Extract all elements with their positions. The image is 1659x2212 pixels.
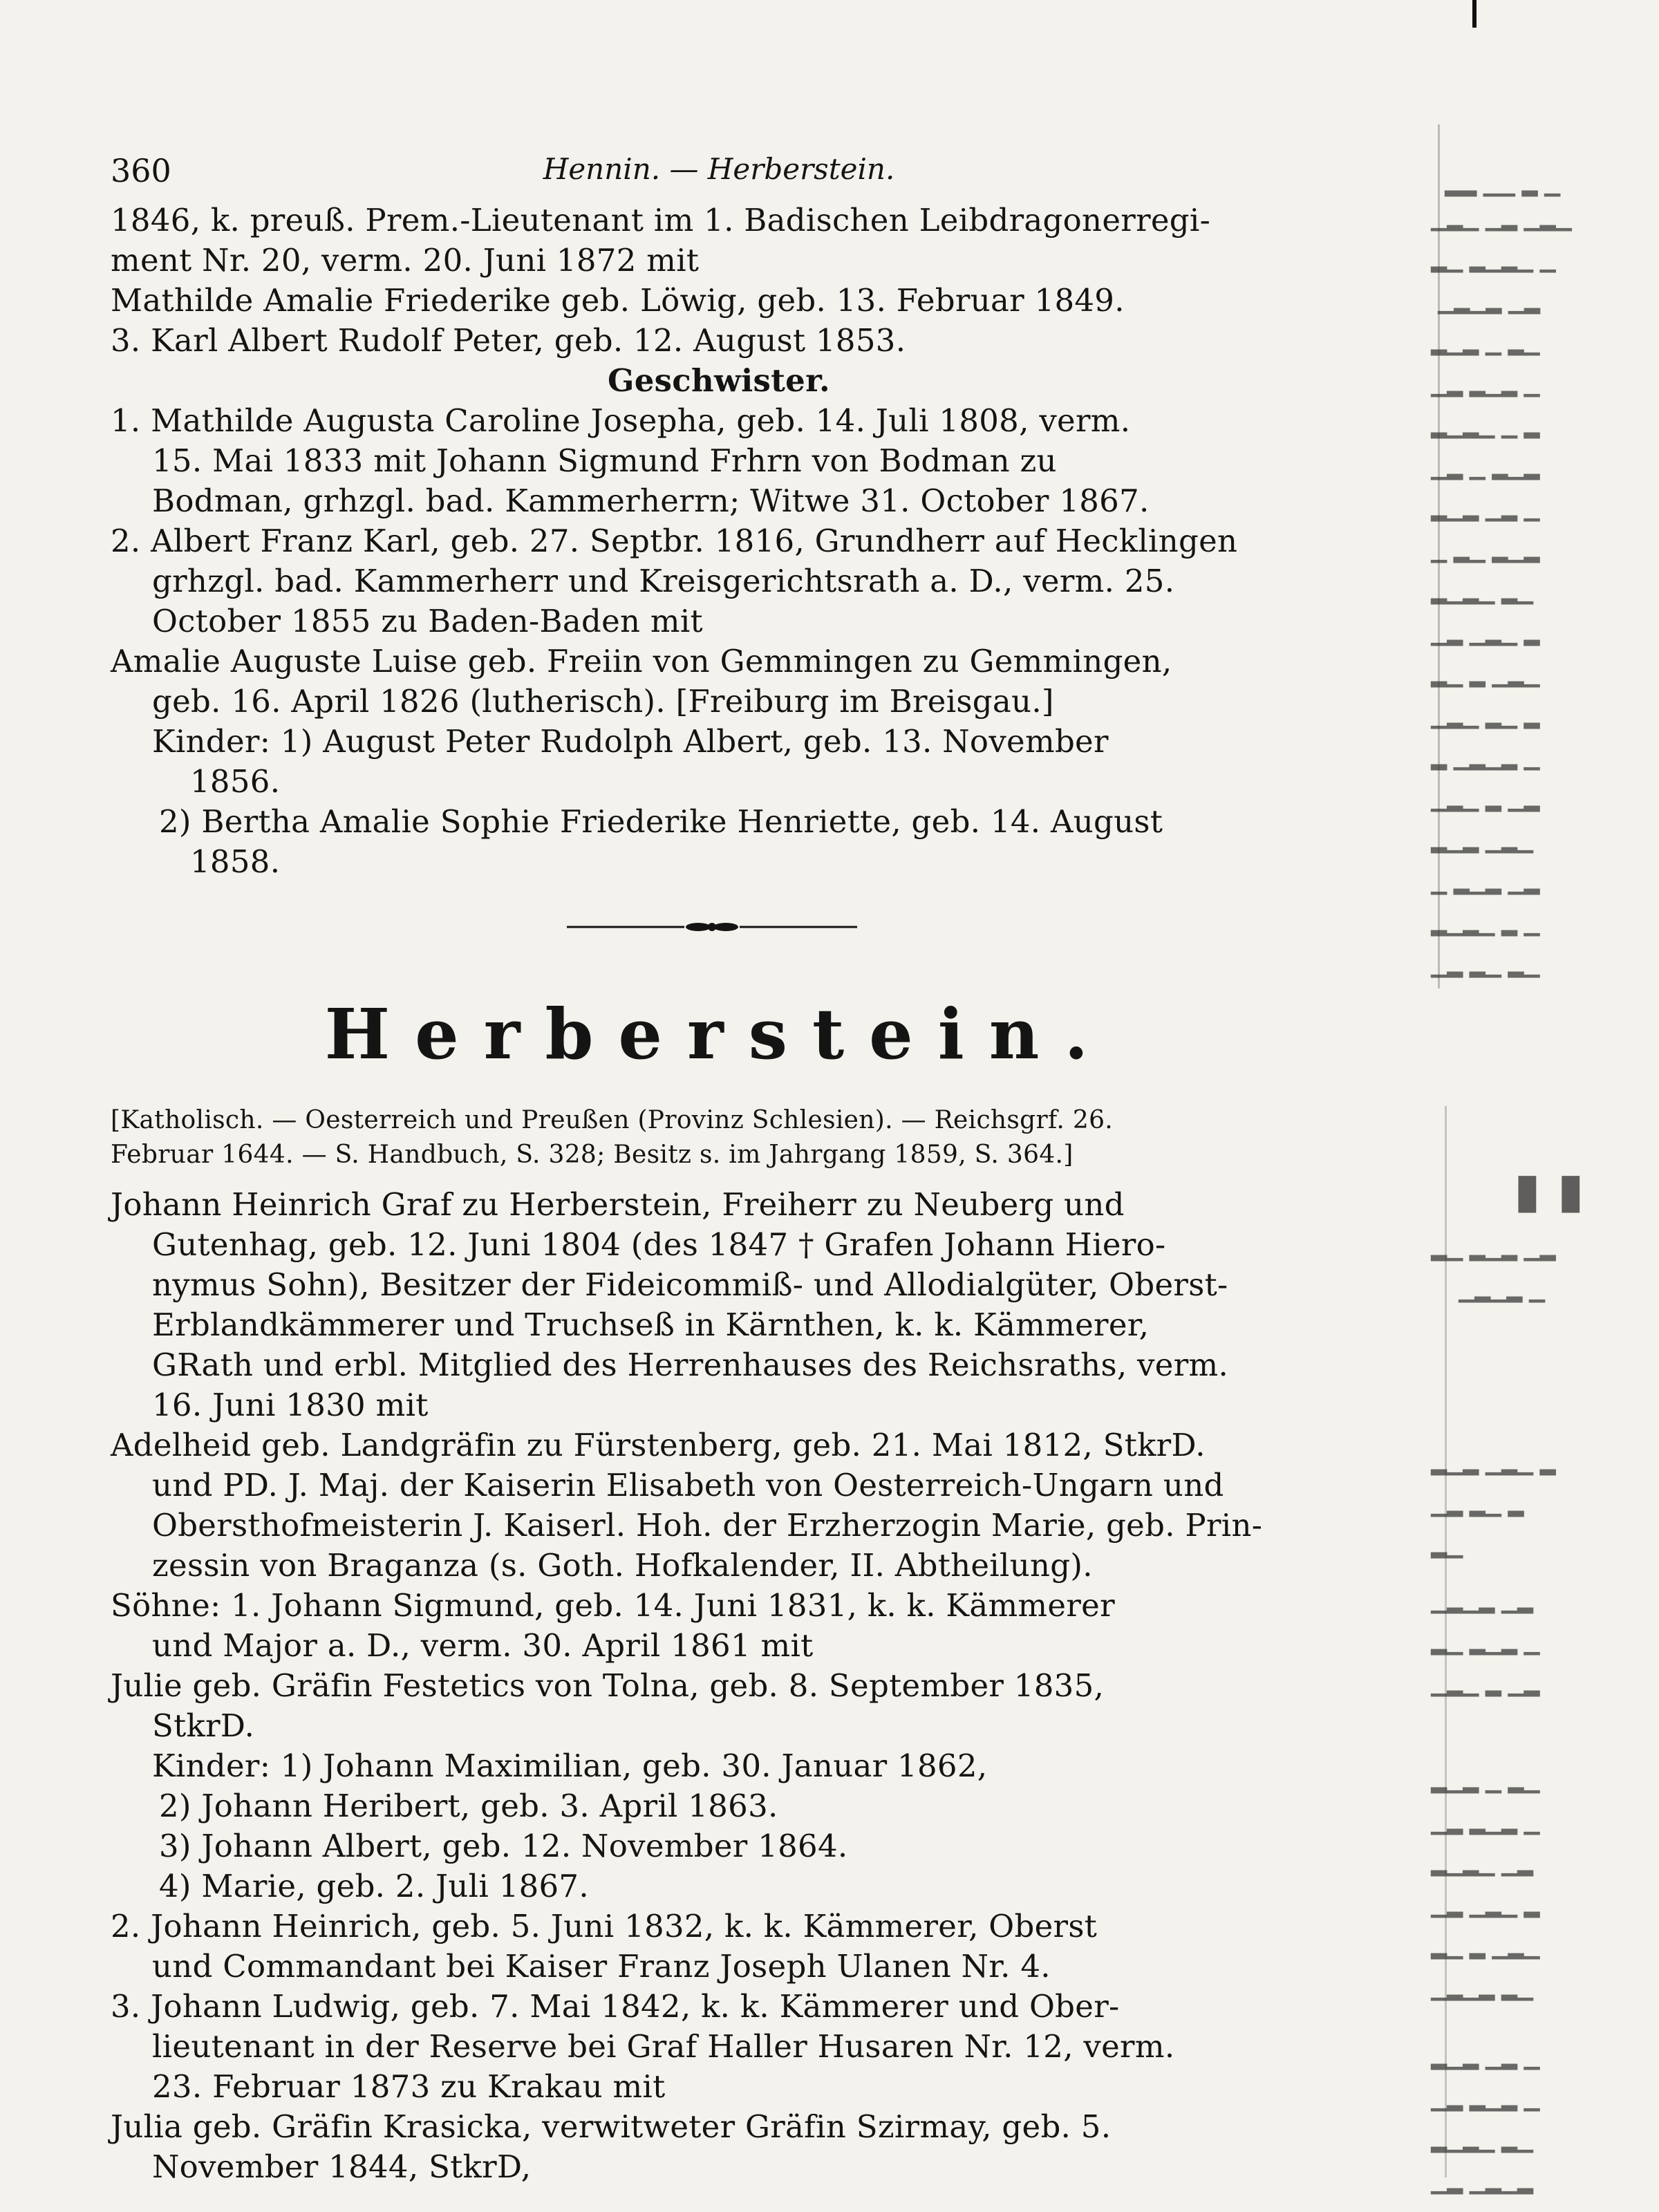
text-line: Adelheid geb. Landgräfin zu Fürstenberg, geb. 21. Mai 1812, StkrD.: [111, 1427, 1206, 1463]
text-line: geb. 16. April 1826 (lutherisch). [Freiburg im Breisgau.]: [152, 683, 1054, 720]
text-line: 3) Johann Albert, geb. 12. November 1864.: [159, 1828, 848, 1864]
text-line: 16. Juni 1830 mit: [152, 1387, 429, 1423]
text-line: Obersthofmeisterin J. Kaiserl. Hoh. der Erzherzogin Marie, geb. Prin-: [152, 1507, 1263, 1544]
section-title: Herberstein.: [324, 993, 1114, 1075]
text-line: 1846, k. preuß. Prem.-Lieutenant im 1. Badischen Leibdragonerregi-: [111, 202, 1211, 238]
text-line: Julie geb. Gräfin Festetics von Tolna, geb. 8. September 1835,: [111, 1667, 1105, 1704]
running-head: Hennin. — Herberstein.: [543, 152, 895, 186]
text-line: Gutenhag, geb. 12. Juni 1804 (des 1847 † Grafen Johann Hiero-: [152, 1226, 1166, 1263]
text-line: 1858.: [190, 843, 281, 880]
fleuron-icon: [567, 917, 857, 937]
text-line: Söhne: 1. Johann Sigmund, geb. 14. Juni 1831, k. k. Kämmerer: [111, 1587, 1115, 1624]
text-line: 2) Bertha Amalie Sophie Friederike Henriette, geb. 14. August: [159, 803, 1163, 840]
text-line: 2. Albert Franz Karl, geb. 27. Septbr. 1816, Grundherr auf Hecklingen: [111, 523, 1238, 559]
text-line: Kinder: 1) August Peter Rudolph Albert, geb. 13. November: [152, 723, 1109, 760]
text-line: lieutenant in der Reserve bei Graf Haller Husaren Nr. 12, verm.: [152, 2028, 1175, 2065]
text-line: 3. Johann Ludwig, geb. 7. Mai 1842, k. k. Kämmerer und Ober-: [111, 1988, 1120, 2025]
text-line: GRath und erbl. Mitglied des Herrenhauses des Reichsraths, verm.: [152, 1347, 1229, 1383]
text-line: Johann Heinrich Graf zu Herberstein, Freiherr zu Neuberg und: [111, 1186, 1125, 1223]
intro-line: [Katholisch. — Oesterreich und Preußen (Provinz Schlesien). — Reichsgrf. 26.: [111, 1106, 1114, 1134]
text-line: 2. Johann Heinrich, geb. 5. Juni 1832, k. k. Kämmerer, Oberst: [111, 1908, 1098, 1944]
intro-line: Februar 1644. — S. Handbuch, S. 328; Besitz s. im Jahrgang 1859, S. 364.]: [111, 1141, 1074, 1169]
text-line: Bodman, grhzgl. bad. Kammerherrn; Witwe 31. October 1867.: [152, 482, 1150, 519]
text-line: nymus Sohn), Besitzer der Fideicommiß- und Allodialgüter, Oberst-: [152, 1266, 1228, 1303]
text-line: 15. Mai 1833 mit Johann Sigmund Frhrn von Bodman zu: [152, 442, 1057, 479]
page-number: 360: [111, 152, 171, 189]
main-column: [111, 145, 1327, 2187]
text-line: Julia geb. Gräfin Krasicka, verwitweter Gräfin Szirmay, geb. 5.: [111, 2108, 1112, 2145]
ornament-divider: [111, 903, 1327, 965]
siblings-heading: Geschwister.: [608, 362, 830, 399]
text-line: 2) Johann Heribert, geb. 3. April 1863.: [159, 1788, 778, 1824]
text-line: 4) Marie, geb. 2. Juli 1867.: [159, 1868, 589, 1904]
text-line: Mathilde Amalie Friederike geb. Löwig, geb. 13. Februar 1849.: [111, 282, 1125, 319]
hennin-entry: [111, 200, 1327, 882]
page-header: [111, 145, 1327, 200]
text-line: 23. Februar 1873 zu Krakau mit: [152, 2068, 666, 2105]
text-line: StkrD.: [152, 1707, 255, 1744]
text-line: ment Nr. 20, verm. 20. Juni 1872 mit: [111, 242, 700, 279]
facing-page-bleed: ▂▂ ▁▁ ▂ ▁ ▁▂▁ ▁▂ ▁▂▁ ▂▁ ▂▁▂▁ ▁ ▁▂▁▂ ▁▂ ▂▁▂ ▁ ▂▁ ▁▂ ▂▁▂ ▁ ▂▁▂▁ ▁ ▂ ▁▂ ▁ ▂▁▂ ▂▁▂ ▁▂ ▁ ▁ ▂▁ ▂▁▂ ▂▁▂▁ ▂▁ ▁▂ ▁▂▁ ▂ ▂▁ ▂ ▁▂▁ ▁▂▁ ▂▁ ▂ ▂ ▁▂▁▂ ▁ ▁▂▁ ▂ ▁▂ ▂▁▂ ▁▂▁ ▁ ▂▁▂ ▁▂ ▂▁▂▁ ▂ ▁ ▁▂ ▂▁ ▂▁ ▮ ▮ ▂▁ ▂▁▂ ▁▂ ▁▂▁▂ ▁ ▂▁▂ ▁▂▁ ▂ ▁▂ ▂▁ ▂ ▂▁ ▁▂▁▂ ▁▂ ▂▁ ▂▁▂ ▁ ▁▂▁ ▂ ▁▂ ▂▁▂ ▁ ▂▁ ▁▂ ▂▁▂ ▁ ▂▁▂▁ ▁▂ ▁▂ ▁▂▁ ▂ ▂▁ ▂ ▁▂▁ ▁▂▁▂ ▂▁ ▂▁▂ ▁▂ ▁ ▁▂ ▂▁▂ ▁ ▂▁▂▁ ▂▁ ▁▂ ▁▂▁▂: [1431, 173, 1584, 2195]
herberstein-entry: [111, 1103, 1327, 2187]
text-line: und Major a. D., verm. 30. April 1861 mit: [152, 1627, 814, 1664]
text-line: 1. Mathilde Augusta Caroline Josepha, geb. 14. Juli 1808, verm.: [111, 402, 1131, 439]
text-line: grhzgl. bad. Kammerherr und Kreisgerichtsrath a. D., verm. 25.: [152, 563, 1175, 599]
text-line: und PD. J. Maj. der Kaiserin Elisabeth von Oesterreich-Ungarn und: [152, 1467, 1224, 1503]
text-line: October 1855 zu Baden-Baden mit: [152, 603, 703, 639]
text-line: November 1844, StkrD,: [152, 2148, 532, 2185]
text-line: und Commandant bei Kaiser Franz Joseph Ulanen Nr. 4.: [152, 1948, 1051, 1985]
text-line: 3. Karl Albert Rudolf Peter, geb. 12. August 1853.: [111, 322, 906, 359]
text-line: Kinder: 1) Johann Maximilian, geb. 30. Januar 1862,: [152, 1747, 988, 1784]
text-line: 1856.: [190, 763, 281, 800]
text-line: Erblandkämmerer und Truchseß in Kärnthen, k. k. Kämmerer,: [152, 1306, 1150, 1343]
text-line: zessin von Braganza (s. Goth. Hofkalender, II. Abtheilung).: [152, 1547, 1093, 1584]
text-line: Amalie Auguste Luise geb. Freiin von Gemmingen zu Gemmingen,: [111, 643, 1172, 679]
